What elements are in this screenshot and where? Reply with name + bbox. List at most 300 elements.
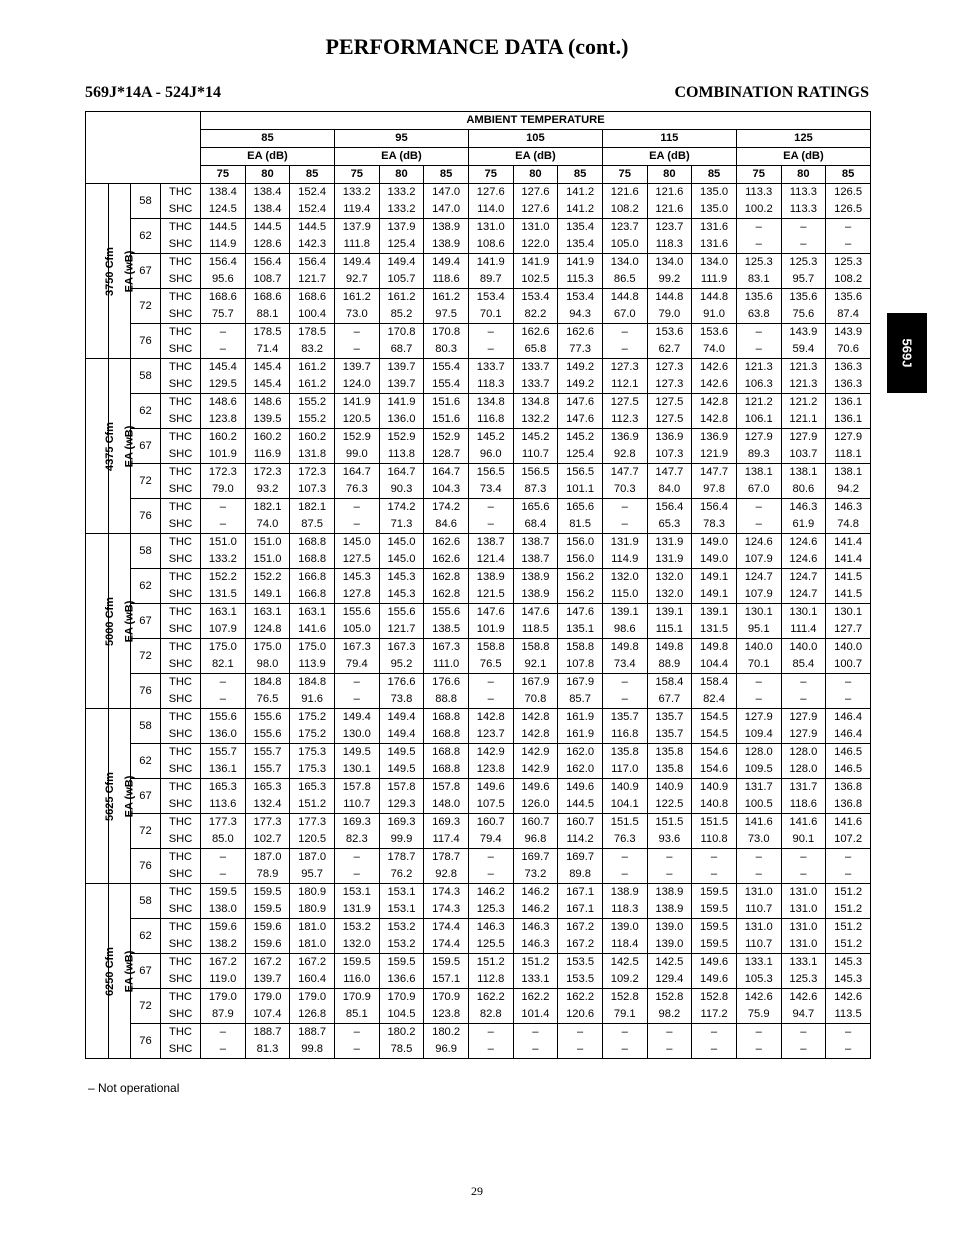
thc-value: 138.9 [602,884,647,902]
shc-value: 116.0 [334,971,379,989]
shc-value: 113.6 [201,796,246,814]
shc-value: – [781,691,826,709]
shc-value: 67.0 [602,306,647,324]
thc-value: 149.6 [692,954,737,972]
thc-value: 152.2 [201,569,246,587]
thc-value: 138.7 [468,534,513,552]
shc-value: – [692,866,737,884]
ea-wb-value: 62 [131,744,161,779]
thc-value: – [334,499,379,517]
shc-value: 88.9 [647,656,692,674]
thc-label: THC [161,219,201,237]
thc-value: 146.5 [826,744,871,762]
thc-value: 138.4 [201,184,246,202]
thc-value: 149.1 [692,569,737,587]
thc-value: 164.7 [424,464,469,482]
shc-value: – [334,516,379,534]
shc-value: 89.7 [468,271,513,289]
shc-value: 83.1 [736,271,781,289]
ea-wb-value: 67 [131,604,161,639]
shc-value: 136.1 [201,761,246,779]
thc-label: THC [161,884,201,902]
thc-value: 136.8 [826,779,871,797]
shc-value: 114.0 [468,201,513,219]
ea-wb-value: 72 [131,289,161,324]
thc-value: 168.8 [290,534,335,552]
thc-value: 144.8 [647,289,692,307]
shc-value: 121.9 [692,446,737,464]
thc-value: 170.9 [379,989,424,1007]
shc-value: 151.6 [424,411,469,429]
shc-label: SHC [161,761,201,779]
thc-value: 141.9 [468,254,513,272]
table-row [86,744,871,762]
thc-value: 152.4 [290,184,335,202]
shc-value: 79.4 [468,831,513,849]
thc-label: THC [161,534,201,552]
shc-value: 180.9 [290,901,335,919]
shc-value: 133.7 [513,376,558,394]
ea-db-value: 75 [334,166,379,184]
thc-value: 146.3 [826,499,871,517]
thc-value: 136.9 [692,429,737,447]
table-row [86,604,871,622]
shc-value: 135.0 [692,201,737,219]
shc-value: 79.0 [647,306,692,324]
table-row [86,289,871,307]
thc-value: 127.9 [736,709,781,727]
thc-value: 168.6 [290,289,335,307]
thc-value: 170.9 [424,989,469,1007]
thc-value: 168.6 [245,289,290,307]
thc-value: 156.5 [513,464,558,482]
thc-value: 138.9 [513,569,558,587]
shc-value: – [602,691,647,709]
thc-value: – [781,849,826,867]
thc-value: – [736,499,781,517]
thc-value: 135.7 [647,709,692,727]
ea-wb-value: 67 [131,954,161,989]
shc-value: 109.5 [736,761,781,779]
shc-value: 124.0 [334,376,379,394]
thc-value: 127.6 [468,184,513,202]
shc-value: 104.5 [379,1006,424,1024]
shc-label: SHC [161,796,201,814]
thc-value: – [468,324,513,342]
shc-value: 75.7 [201,306,246,324]
ea-db-label: EA (dB) [468,148,602,166]
thc-label: THC [161,499,201,517]
thc-value: 184.8 [290,674,335,692]
shc-value: 155.4 [424,376,469,394]
ea-wb-value: 76 [131,849,161,884]
thc-value: 151.5 [647,814,692,832]
shc-value: – [201,341,246,359]
thc-value: 148.6 [245,394,290,412]
shc-value: 174.3 [424,901,469,919]
thc-value: 145.4 [245,359,290,377]
thc-value: 164.7 [334,464,379,482]
thc-value: 124.7 [736,569,781,587]
ea-wb-value: 67 [131,779,161,814]
thc-value: 146.3 [468,919,513,937]
thc-value: 141.2 [558,184,603,202]
shc-value: 138.9 [424,236,469,254]
ea-wb-label: EA (wB) [123,950,136,992]
ea-wb-label: EA (wB) [123,600,136,642]
shc-value: 107.9 [201,621,246,639]
thc-value: 131.0 [736,884,781,902]
shc-value: 136.3 [826,376,871,394]
shc-value: 75.6 [781,306,826,324]
thc-value: 133.2 [379,184,424,202]
thc-value: 170.9 [334,989,379,1007]
thc-value: 148.6 [201,394,246,412]
thc-value: 175.2 [290,709,335,727]
thc-value: 142.9 [513,744,558,762]
thc-label: THC [161,394,201,412]
ambient-temp-4: 125 [736,130,870,148]
shc-value: 85.1 [334,1006,379,1024]
shc-value: 77.3 [558,341,603,359]
cfm-label: 4375 Cfm [103,421,116,471]
ea-wb-value: 72 [131,814,161,849]
shc-value: 73.0 [736,831,781,849]
thc-value: – [781,219,826,237]
thc-value: 184.8 [245,674,290,692]
shc-value: 98.6 [602,621,647,639]
thc-value: – [602,849,647,867]
thc-value: 161.2 [290,359,335,377]
shc-value: 156.0 [558,551,603,569]
shc-value: 168.8 [424,761,469,779]
thc-value: 159.5 [379,954,424,972]
thc-value: 156.4 [647,499,692,517]
thc-value: 167.1 [558,884,603,902]
shc-value: 83.2 [290,341,335,359]
shc-value: 131.9 [647,551,692,569]
shc-label: SHC [161,1006,201,1024]
thc-value: 146.2 [468,884,513,902]
shc-value: 132.2 [513,411,558,429]
table-row [86,446,871,464]
thc-value: 139.1 [647,604,692,622]
thc-value: – [513,1024,558,1042]
thc-value: 138.9 [424,219,469,237]
shc-value: 105.0 [334,621,379,639]
thc-label: THC [161,359,201,377]
thc-value: 135.4 [558,219,603,237]
thc-value: 149.5 [379,744,424,762]
shc-value: 102.7 [245,831,290,849]
shc-value: 162.0 [558,761,603,779]
thc-value: 152.9 [334,429,379,447]
shc-value: 92.1 [513,656,558,674]
shc-value: 82.1 [201,656,246,674]
shc-value: 145.4 [245,376,290,394]
thc-value: 160.2 [290,429,335,447]
shc-value: 124.8 [245,621,290,639]
shc-label: SHC [161,831,201,849]
thc-label: THC [161,709,201,727]
table-row [86,516,871,534]
shc-value: 75.9 [736,1006,781,1024]
ea-wb-value: 58 [131,534,161,569]
thc-value: 141.9 [379,394,424,412]
shc-value: 155.7 [245,761,290,779]
thc-value: 137.9 [334,219,379,237]
shc-value: 151.2 [826,901,871,919]
shc-label: SHC [161,306,201,324]
shc-value: 148.0 [424,796,469,814]
thc-value: 175.0 [290,639,335,657]
ambient-temp-1: 95 [334,130,468,148]
thc-value: 155.6 [379,604,424,622]
cfm-label-cell [86,534,116,709]
thc-value: 149.4 [379,254,424,272]
shc-value: 157.1 [424,971,469,989]
shc-value: 138.9 [513,586,558,604]
thc-value: 159.5 [692,884,737,902]
table-row [86,184,871,202]
shc-value: 90.1 [781,831,826,849]
shc-value: 70.1 [736,656,781,674]
thc-value: 142.8 [692,394,737,412]
shc-value: 161.2 [290,376,335,394]
shc-value: 110.7 [334,796,379,814]
ea-db-label: EA (dB) [201,148,335,166]
shc-value: 154.6 [692,761,737,779]
thc-value: 121.2 [781,394,826,412]
thc-value: 162.2 [468,989,513,1007]
thc-value: 144.5 [290,219,335,237]
shc-value: – [736,516,781,534]
thc-value: 144.5 [201,219,246,237]
thc-value: 140.9 [692,779,737,797]
thc-value: 130.1 [736,604,781,622]
thc-value: 165.6 [558,499,603,517]
shc-value: 118.6 [424,271,469,289]
table-row [86,306,871,324]
thc-value: 160.2 [245,429,290,447]
thc-value: 160.7 [513,814,558,832]
shc-value: 141.2 [558,201,603,219]
thc-value: 113.3 [781,184,826,202]
shc-value: 130.1 [334,761,379,779]
shc-value: 121.4 [468,551,513,569]
thc-value: 151.2 [826,919,871,937]
thc-value: 132.0 [647,569,692,587]
thc-value: 125.3 [736,254,781,272]
thc-value: – [602,674,647,692]
ea-db-label: EA (dB) [334,148,468,166]
shc-value: 109.2 [602,971,647,989]
shc-value: 139.7 [245,971,290,989]
thc-value: 157.8 [424,779,469,797]
thc-value: 151.2 [513,954,558,972]
shc-value: 175.2 [290,726,335,744]
thc-value: 123.7 [647,219,692,237]
thc-value: 138.7 [513,534,558,552]
shc-value: 149.5 [379,761,424,779]
thc-value: 180.9 [290,884,335,902]
shc-value: 168.8 [290,551,335,569]
thc-label: THC [161,604,201,622]
shc-value: – [201,691,246,709]
thc-value: 138.4 [245,184,290,202]
thc-value: 131.0 [781,884,826,902]
shc-value: – [736,341,781,359]
thc-value: 149.0 [692,534,737,552]
shc-value: 62.7 [647,341,692,359]
table-row [86,971,871,989]
thc-label: THC [161,184,201,202]
shc-value: – [692,1041,737,1059]
shc-value: 166.8 [290,586,335,604]
thc-value: 178.5 [245,324,290,342]
shc-value: 127.6 [513,201,558,219]
table-row [86,376,871,394]
shc-value: – [826,866,871,884]
shc-value: 81.5 [558,516,603,534]
shc-value: 131.6 [692,236,737,254]
shc-value: 101.9 [201,446,246,464]
thc-value: 164.7 [379,464,424,482]
thc-value: 135.7 [602,709,647,727]
thc-value: 149.8 [602,639,647,657]
shc-value: 124.6 [781,551,826,569]
shc-value: 159.5 [245,901,290,919]
shc-value: – [736,691,781,709]
table-row [86,324,871,342]
shc-value: 149.4 [379,726,424,744]
thc-value: 149.2 [558,359,603,377]
thc-value: 125.3 [826,254,871,272]
thc-value: 152.8 [692,989,737,1007]
shc-value: 111.4 [781,621,826,639]
thc-value: 168.6 [201,289,246,307]
shc-value: 104.4 [692,656,737,674]
shc-value: 113.9 [290,656,335,674]
shc-value: 130.0 [334,726,379,744]
thc-value: – [736,219,781,237]
thc-value: 151.6 [424,394,469,412]
thc-label: THC [161,324,201,342]
ea-wb-value: 58 [131,359,161,394]
thc-value: 151.0 [201,534,246,552]
shc-value: 140.8 [692,796,737,814]
shc-value: 131.8 [290,446,335,464]
shc-value: – [602,516,647,534]
shc-value: 132.4 [245,796,290,814]
thc-value: 135.8 [602,744,647,762]
cfm-label: 5000 Cfm [103,596,116,646]
shc-value: 149.2 [558,376,603,394]
ambient-temp-2: 105 [468,130,602,148]
thc-value: – [201,1024,246,1042]
shc-value: 135.4 [558,236,603,254]
thc-value: 155.6 [424,604,469,622]
table-row [86,709,871,727]
table-row [86,569,871,587]
shc-value: 116.8 [602,726,647,744]
thc-value: – [201,674,246,692]
thc-value: 165.3 [245,779,290,797]
thc-value: – [736,1024,781,1042]
shc-value: 99.9 [379,831,424,849]
thc-value: 147.6 [468,604,513,622]
thc-value: 151.2 [826,884,871,902]
thc-value: 162.0 [558,744,603,762]
shc-value: – [201,1041,246,1059]
shc-value: – [602,866,647,884]
shc-value: 88.8 [424,691,469,709]
shc-value: 100.4 [290,306,335,324]
shc-value: 181.0 [290,936,335,954]
thc-value: 139.1 [692,604,737,622]
thc-value: 174.2 [424,499,469,517]
shc-value: 95.6 [201,271,246,289]
thc-value: 160.2 [201,429,246,447]
shc-value: 107.3 [647,446,692,464]
thc-value: 136.1 [826,394,871,412]
shc-value: 117.0 [602,761,647,779]
table-row [86,1024,871,1042]
thc-value: 176.6 [379,674,424,692]
thc-value: 135.6 [826,289,871,307]
thc-label: THC [161,464,201,482]
thc-value: 136.9 [602,429,647,447]
shc-value: – [468,516,513,534]
shc-value: 104.3 [424,481,469,499]
ea-db-value: 80 [379,166,424,184]
thc-value: 182.1 [245,499,290,517]
thc-value: – [826,849,871,867]
thc-value: 167.3 [334,639,379,657]
ambient-temperature-header: AMBIENT TEMPERATURE [201,112,871,130]
thc-value: 142.5 [647,954,692,972]
thc-value: 134.0 [647,254,692,272]
shc-value: – [468,1041,513,1059]
shc-value: 114.9 [602,551,647,569]
shc-value: 87.9 [201,1006,246,1024]
thc-label: THC [161,954,201,972]
shc-value: 114.2 [558,831,603,849]
shc-label: SHC [161,866,201,884]
thc-value: 155.7 [245,744,290,762]
thc-value: 142.8 [513,709,558,727]
thc-value: 167.9 [558,674,603,692]
thc-value: 149.6 [468,779,513,797]
shc-value: 145.3 [379,586,424,604]
shc-value: 104.1 [602,796,647,814]
thc-value: 140.0 [826,639,871,657]
shc-value: 110.7 [513,446,558,464]
table-row [86,726,871,744]
shc-value: 73.4 [602,656,647,674]
shc-value: – [647,1041,692,1059]
table-row [86,551,871,569]
shc-value: – [736,1041,781,1059]
shc-value: 73.4 [468,481,513,499]
thc-value: 160.7 [468,814,513,832]
thc-value: 139.1 [602,604,647,622]
thc-value: 142.6 [736,989,781,1007]
cfm-label: 5625 Cfm [103,771,116,821]
shc-value: 136.0 [379,411,424,429]
ea-wb-label: EA (wB) [123,425,136,467]
thc-value: – [334,1024,379,1042]
